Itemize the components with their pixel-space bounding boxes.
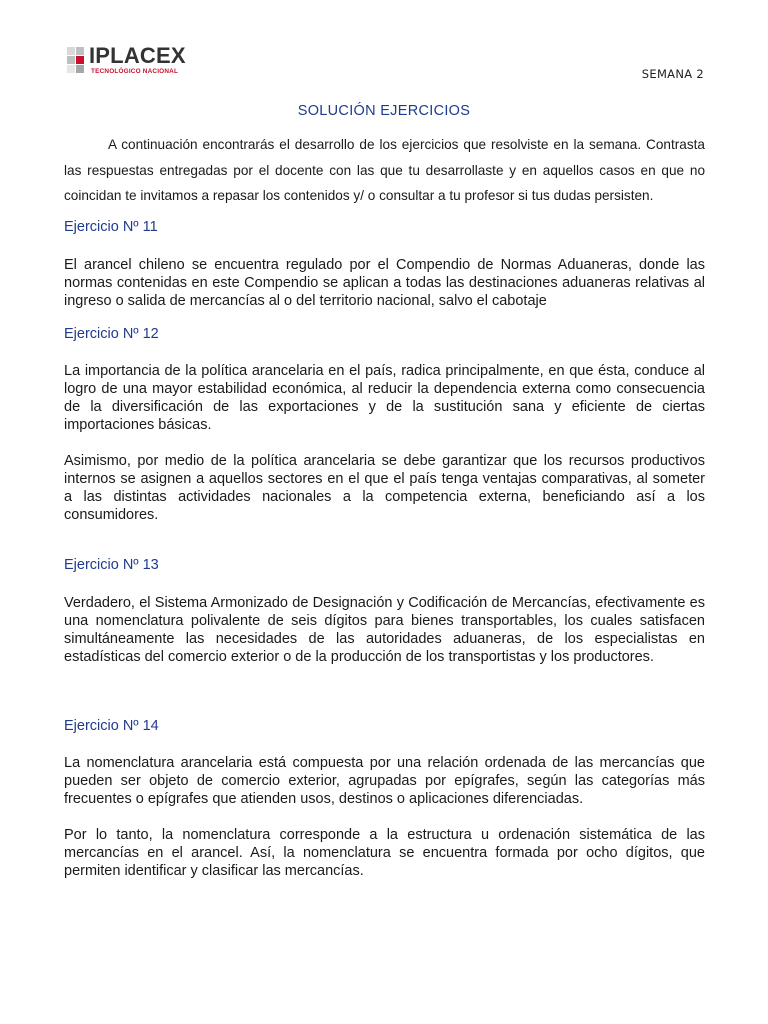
- exercise-11-paragraph-1: El arancel chileno se encuentra regulado por el Compendio de Normas Aduaneras, donde las normas contenidas en este Compendio se aplican a todas las destinaciones aduaneras relativas al ingreso o salida de mercancías al o del territorio nacional, salvo el cabotaje: [64, 257, 705, 309]
- exercise-12-paragraph-2: Asimismo, por medio de la política arancelaria se debe garantizar que los recursos productivos internos se asignen a aquellos sectores en el que el país tenga ventajas comparativas, al someter a las distintas actividades nacionales a la competencia externa, beneficiando así a los consumidores.: [64, 453, 705, 523]
- exercise-12-paragraph-1: La importancia de la política arancelaria en el país, radica principalmente, en que ésta, conduce al logro de una mayor estabilidad económica, al reducir la dependencia externa como consecuencia de la diversificación de las exportaciones y de la sustitución sana y eficiente de ciertas importaciones básicas.: [64, 363, 705, 433]
- exercise-13-heading: Ejercicio Nº 13: [64, 557, 159, 573]
- iplacex-logo: [67, 44, 207, 78]
- logo-name: IPLACEX: [89, 43, 186, 68]
- exercise-12-heading: Ejercicio Nº 12: [64, 326, 159, 342]
- exercise-14-paragraph-1: La nomenclatura arancelaria está compuesta por una relación ordenada de las mercancías que pueden ser objeto de comercio exterior, agrupadas por epígrafes, según las categorías más frecuentes o epígrafes que atienden usos, destinos o aplicaciones diferenciadas.: [64, 755, 705, 807]
- exercise-13-paragraph-1: Verdadero, el Sistema Armonizado de Designación y Codificación de Mercancías, efectivamente es una nomenclatura polivalente de seis dígitos para bienes transportables, los cuales satisfacen simultáneamente las necesidades de las autoridades aduaneras, de los especialistas en estadísticas del comercio exterior o de la producción de los transportistas y los productores.: [64, 595, 705, 665]
- exercise-14-paragraph-2: Por lo tanto, la nomenclatura corresponde a la estructura u ordenación sistemática de las mercancías en el arancel. Así, la nomenclatura se encuentra formada por ocho dígitos, que permiten identificar y clasificar las mercancías.: [64, 827, 705, 879]
- week-label: SEMANA 2: [641, 67, 704, 81]
- intro-paragraph: A continuación encontrarás el desarrollo de los ejercicios que resolviste en la semana. Contrasta las respuestas entregadas por el docente con las que tu desarrollaste y en aquellos casos en que no coincidan te invitamos a repasar los contenidos y/ o consultar a tu profesor si tus dudas persisten.: [64, 137, 705, 203]
- exercise-14-heading: Ejercicio Nº 14: [64, 718, 159, 734]
- exercise-11-heading: Ejercicio Nº 11: [64, 219, 158, 235]
- logo-subtitle: TECNOLÓGICO NACIONAL: [91, 68, 179, 75]
- page-title: SOLUCIÓN EJERCICIOS: [297, 103, 471, 119]
